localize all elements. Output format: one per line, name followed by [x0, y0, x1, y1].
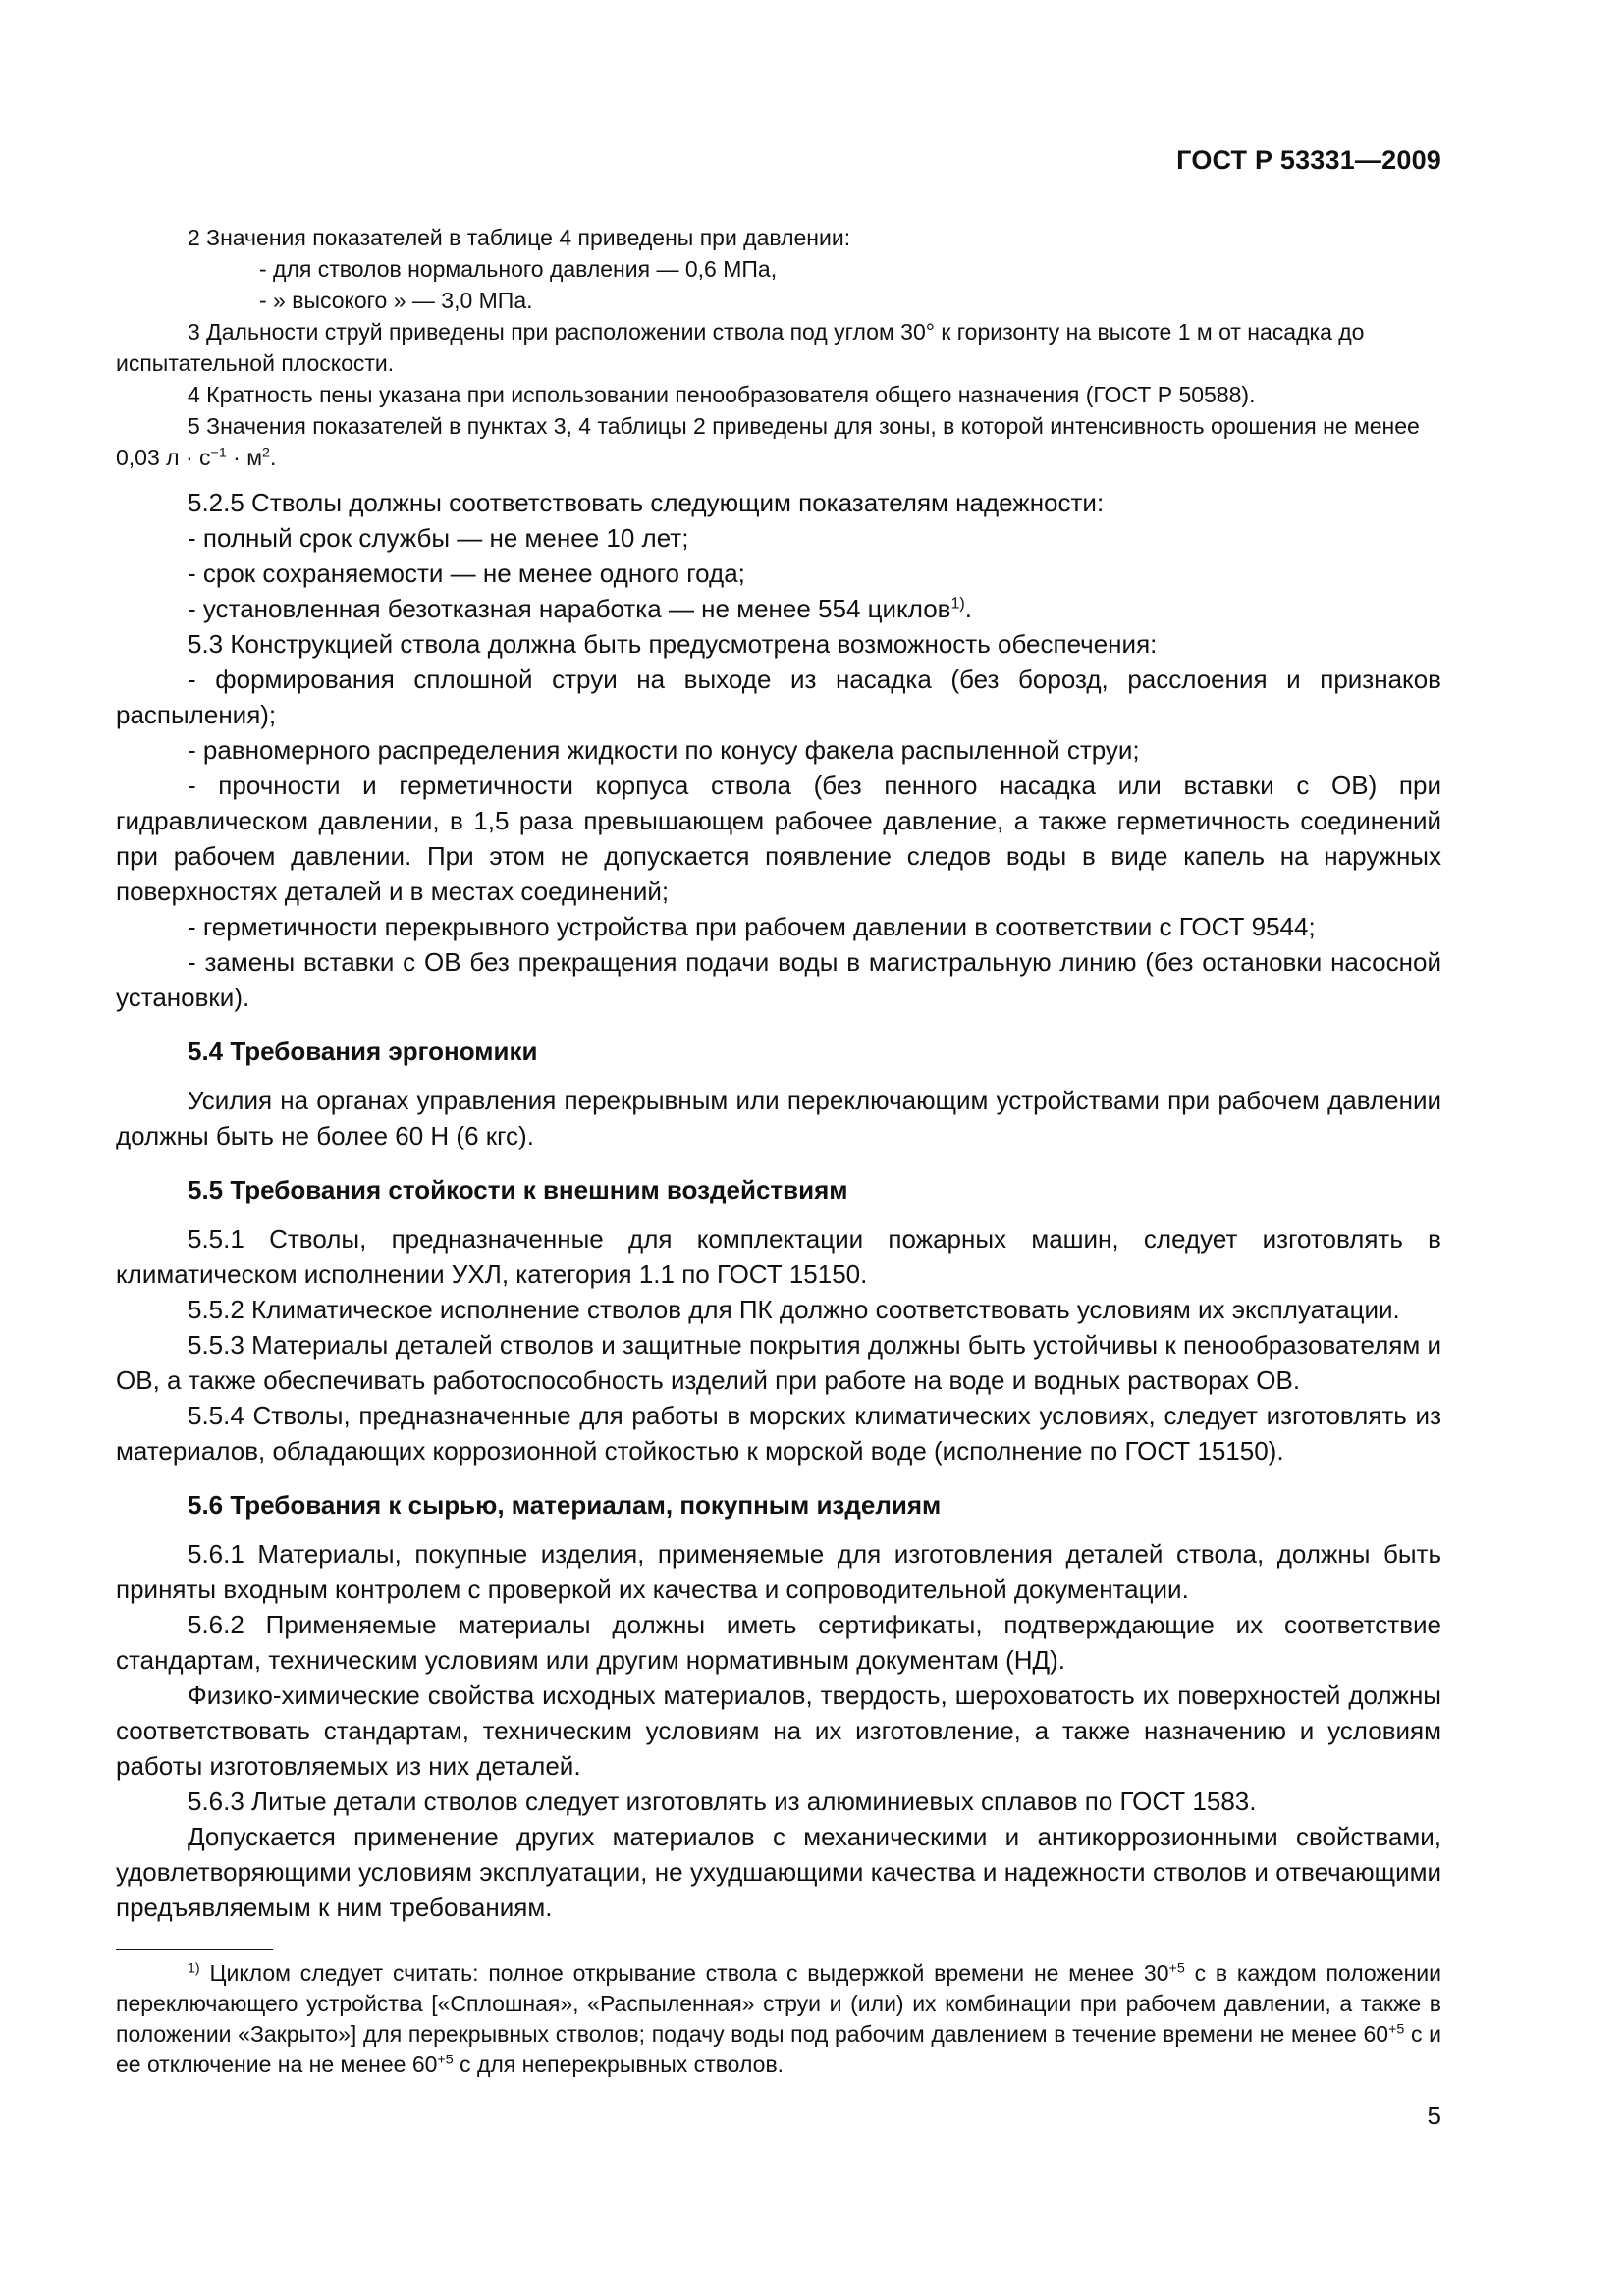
footnote [116, 1958, 1441, 2080]
clause-5-6-2-cont: Физико-химические свойства исходных материалов, твердость, шероховатость их поверхностей должны соответствовать стандартам, техническим условиям на их изготовление, а также назначению и условиям работы изготовляемых из них деталей. [116, 1681, 1441, 1781]
note-4: 4 Кратность пены указана при использовании пенообразователя общего назначения (ГОСТ Р 50588). [188, 382, 1256, 407]
footnote-text: $^{1)}$ Циклом следует считать: полное открывание ствола с выдержкой времени не менее $30^{+5}$ с в каждом положении переключающего устройства [«Сплошная», «Распыленная» струи и (или) их комбинации при рабочем давлении, а также в положении «Закрыто»] для перекрывных стволов; подачу воды под рабочим давлением в течение времени не менее $60^{+5}$ с и ее отключение на не менее $60^{+5}$ с для неперекрывных стволов. [116, 1960, 1441, 2077]
clause-5-5-1: 5.5.1 Стволы, предназначенные для комплектации пожарных машин, следует изготовлять в климатическом исполнении УХЛ, категория 1.1 по ГОСТ 15150. [116, 1224, 1441, 1289]
note-5: 5 Значения показателей в пунктах 3, 4 таблицы 2 приведены для зоны, в которой интенсивность орошения не менее 0,03 $л \cdot с^{-1} \cdot м^2$. [116, 413, 1420, 470]
clause-5-2-5-item: - срок сохраняемости — не менее одного года; [188, 559, 745, 588]
clause-5-6-2: 5.6.2 Применяемые материалы должны иметь сертификаты, подтверждающие их соответствие стандартам, техническим условиям или другим нормативным документам (НД). [116, 1610, 1441, 1675]
clause-5-2-5-item: - полный срок службы — не менее 10 лет; [188, 523, 689, 553]
clause-5-3-item: - замены вставки с ОВ без прекращения подачи воды в магистральную линию (без остановки насосной установки). [116, 947, 1441, 1012]
clause-5-5-2: 5.5.2 Климатическое исполнение стволов для ПК должно соответствовать условиям их эксплуатации. [188, 1295, 1400, 1324]
clause-5-5-4: 5.5.4 Стволы, предназначенные для работы в морских климатических условиях, следует изготовлять из материалов, обладающих коррозионной стойкостью к морской воде (исполнение по ГОСТ 15150). [116, 1401, 1441, 1466]
clause-5-3-item: - формирования сплошной струи на выходе из насадка (без борозд, расслоения и признаков распыления); [116, 665, 1441, 729]
section-heading-5-5: 5.5 Требования стойкости к внешним воздействиям [188, 1175, 848, 1204]
clause-5-3: 5.3 Конструкцией ствола должна быть предусмотрена возможность обеспечения: [188, 629, 1158, 659]
clause-5-3-item: - прочности и герметичности корпуса ствола (без пенного насадка или вставки с ОВ) при гидравлическом давлении, в 1,5 раза превышающем рабочее давление, а также герметичность соединений при рабочем давлении. При этом не допускается появление следов воды в виде капель на наружных поверхностях деталей и в местах соединений; [116, 771, 1441, 906]
clause-5-6-3-cont: Допускается применение других материалов с механическими и антикоррозионными свойствами, удовлетворяющими условиям эксплуатации, не ухудшающими качества и надежности стволов и отвечающими предъявляемым к ним требованиям. [116, 1822, 1441, 1922]
section-heading-5-4: 5.4 Требования эргономики [188, 1037, 538, 1066]
clause-5-6-3: 5.6.3 Литые детали стволов следует изготовлять из алюминиевых сплавов по ГОСТ 1583. [188, 1787, 1257, 1816]
footnote-ref: 1) [950, 594, 965, 613]
document-header: ГОСТ Р 53331—2009 [1176, 145, 1441, 175]
clause-5-2-5-item: - установленная безотказная наработка — не менее 554 циклов$^{1)}$. [188, 594, 973, 623]
table-notes [116, 222, 1441, 473]
section-heading-5-6: 5.6 Требования к сырью, материалам, покупным изделиям [188, 1490, 942, 1520]
note-2: 2 Значения показателей в таблице 4 приведены при давлении: [188, 225, 851, 250]
page-number: 5 [1427, 2101, 1441, 2130]
clause-5-3-item: - герметичности перекрывного устройства при рабочем давлении в соответствии с ГОСТ 9544; [188, 912, 1316, 941]
clause-5-6-1: 5.6.1 Материалы, покупные изделия, применяемые для изготовления деталей ствола, должны быть приняты входным контролем с проверкой их качества и сопроводительной документации. [116, 1539, 1441, 1604]
note-3: 3 Дальности струй приведены при расположении ствола под углом 30° к горизонту на высоте 1 м от насадка до испытательной плоскости. [116, 319, 1365, 376]
note-2-item-high: - » высокого » — 3,0 МПа. [259, 288, 533, 313]
page-content [116, 222, 1441, 2080]
main-text [116, 485, 1441, 1925]
clause-5-5-3: 5.5.3 Материалы деталей стволов и защитные покрытия должны быть устойчивы к пенообразователям и ОВ, а также обеспечивать работоспособность изделий при работе на воде и водных растворах ОВ. [116, 1330, 1441, 1395]
clause-5-2-5: 5.2.5 Стволы должны соответствовать следующим показателям надежности: [188, 488, 1105, 517]
clause-5-4-text: Усилия на органах управления перекрывным или переключающим устройствами при рабочем давлении должны быть не более 60 Н (6 кгс). [116, 1086, 1441, 1150]
footnote-separator [116, 1949, 273, 1950]
clause-5-3-item: - равномерного распределения жидкости по конусу факела распыленной струи; [188, 735, 1140, 765]
note-2-item-normal: - для стволов нормального давления — 0,6 МПа, [259, 256, 778, 282]
